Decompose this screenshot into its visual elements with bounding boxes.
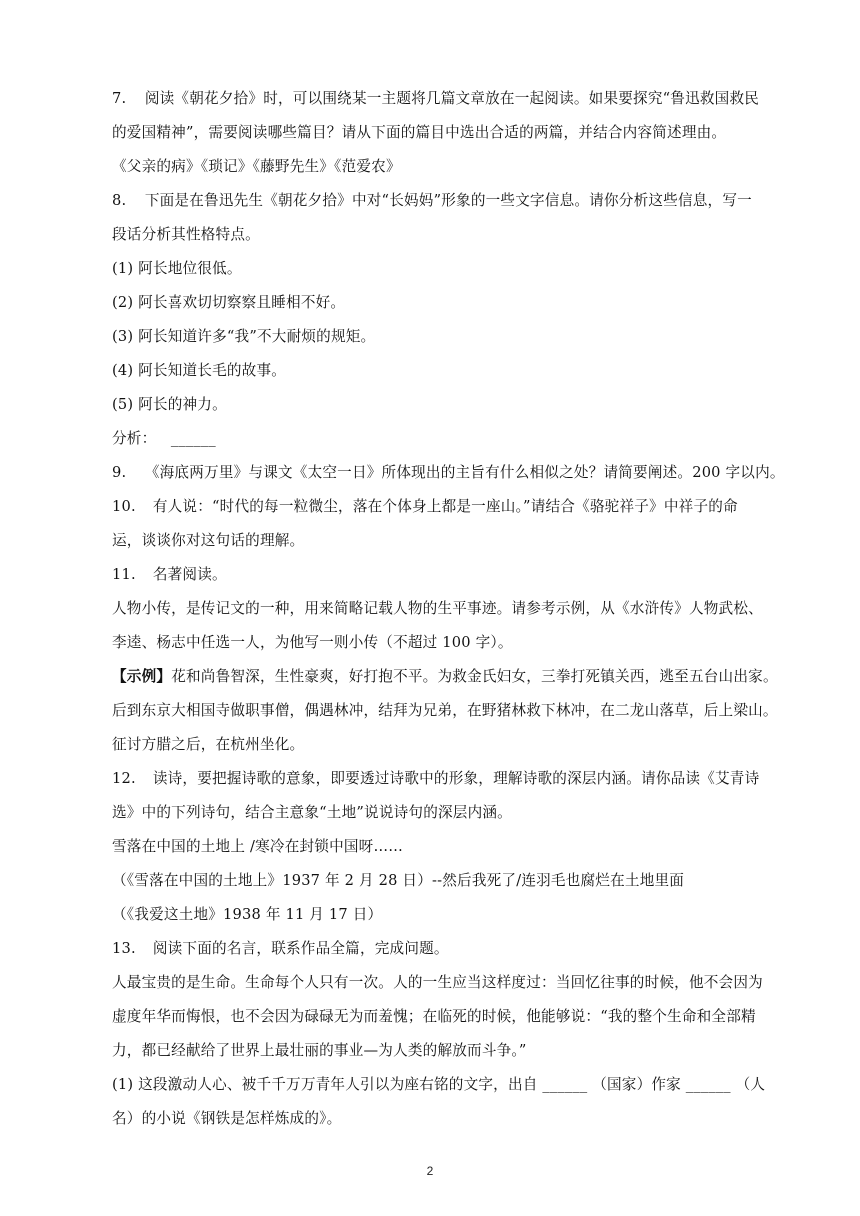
question-12-poem-line-1: 雪落在中国的土地上 /寒冷在封锁中国呀…… bbox=[112, 838, 404, 855]
question-11-line-1 bbox=[112, 564, 788, 586]
question-number: 9. bbox=[112, 464, 127, 481]
question-8-answer bbox=[112, 428, 788, 450]
question-8-item-2: (2) 阿长喜欢切切察察且睡相不好。 bbox=[112, 294, 346, 311]
question-11-line-2: 人物小传，是传记文的一种，用来简略记载人物的生平事迹。请参考示例，从《水浒传》人物武松、 bbox=[112, 600, 763, 617]
question-8-item-4: (4) 阿长知道长毛的故事。 bbox=[112, 362, 287, 379]
example-tag: 【示例】 bbox=[112, 668, 172, 685]
page-number: 2 bbox=[426, 1164, 434, 1178]
question-number: 12. bbox=[112, 770, 136, 787]
question-7-line-1 bbox=[112, 88, 788, 110]
question-8-line-1 bbox=[112, 190, 788, 212]
question-number: 8. bbox=[112, 192, 127, 209]
question-11-example-line-2: 后到东京大相国寺做职事僧，偶遇林冲，结拜为兄弟，在野猪林救下林冲，在二龙山落草，后上梁山。 bbox=[112, 702, 778, 719]
question-number: 7. bbox=[112, 90, 127, 107]
question-8-item-1: (1) 阿长地位很低。 bbox=[112, 260, 242, 277]
question-number: 13. bbox=[112, 940, 136, 957]
question-13-item-1-line-2: 名）的小说《钢铁是怎样炼成的》。 bbox=[112, 1110, 342, 1127]
question-8-item-3: (3) 阿长知道许多“我”不大耐烦的规矩。 bbox=[112, 328, 376, 345]
question-10-line-2: 运，谈谈你对这句话的理解。 bbox=[112, 532, 305, 549]
question-number: 10. bbox=[112, 498, 136, 515]
question-text: 名著阅读。 bbox=[152, 566, 227, 583]
question-text: 下面是在鲁迅先生《朝花夕拾》中对“长妈妈”形象的一些文字信息。请你分析这些信息，写一 bbox=[144, 192, 752, 209]
question-13-quote-line-2: 虚度年华而悔恨，也不会因为碌碌无为而羞愧；在临死的时候，他能够说：“我的整个生命和全部精 bbox=[112, 1008, 756, 1025]
question-7-line-3: 《父亲的病》《琐记》《藤野先生》《范爱农》 bbox=[112, 158, 401, 175]
question-text: 有人说：“时代的每一粒微尘，落在个体身上都是一座山。”请结合《骆驼祥子》中祥子的命 bbox=[152, 498, 738, 515]
question-text: 《海底两万里》与课文《太空一日》所体现出的主旨有什么相似之处？请简要阐述。200 字以内。 bbox=[144, 464, 785, 481]
question-text: 阅读下面的名言，联系作品全篇，完成问题。 bbox=[152, 940, 449, 957]
question-11-example-line-3: 征讨方腊之后，在杭州坐化。 bbox=[112, 736, 305, 753]
question-13-line-1 bbox=[112, 938, 788, 960]
question-11-example-line-1 bbox=[112, 666, 788, 688]
question-8-item-5: (5) 阿长的神力。 bbox=[112, 396, 227, 413]
answer-blank[interactable]: ______ bbox=[170, 430, 216, 447]
question-10-line-1 bbox=[112, 496, 788, 518]
example-text: 花和尚鲁智深，生性豪爽，好打抱不平。为救金氏妇女，三拳打死镇关西，逃至五台山出家。 bbox=[171, 668, 778, 685]
question-13-quote-line-3: 力，都已经献给了世界上最壮丽的事业—为人类的解放而斗争。” bbox=[112, 1042, 527, 1059]
question-7-line-2: 的爱国精神”，需要阅读哪些篇目？请从下面的篇目中选出合适的两篇，并结合内容简述理由。 bbox=[112, 124, 727, 141]
question-11-line-3: 李逵、杨志中任选一人，为他写一则小传（不超过 100 字）。 bbox=[112, 634, 513, 651]
question-13-quote-line-1: 人最宝贵的是生命。生命每个人只有一次。人的一生应当这样度过：当回忆往事的时候，他不会因为 bbox=[112, 974, 763, 991]
question-12-line-1 bbox=[112, 768, 788, 790]
question-12-poem-line-2: （《雪落在中国的土地上》1937 年 2 月 28 日）--然后我死了/连羽毛也腐烂在土地里面 bbox=[112, 872, 685, 889]
question-text: 读诗，要把握诗歌的意象，即要透过诗歌中的形象，理解诗歌的深层内涵。请你品读《艾青诗 bbox=[152, 770, 760, 787]
answer-label: 分析： bbox=[112, 430, 157, 447]
question-9-line-1 bbox=[112, 462, 788, 484]
question-8-line-2: 段话分析其性格特点。 bbox=[112, 226, 260, 243]
question-13-item-1-line-1: (1) 这段激动人心、被千千万万青年人引以为座右铭的文字，出自 ______ （国家）作家 ______ （人 bbox=[112, 1076, 766, 1093]
question-number: 11. bbox=[112, 566, 136, 583]
question-12-poem-line-3: （《我爱这土地》1938 年 11 月 17 日） bbox=[112, 906, 383, 923]
question-12-line-2: 选》中的下列诗句，结合主意象“土地”说说诗句的深层内涵。 bbox=[112, 804, 512, 821]
question-text: 阅读《朝花夕拾》时，可以围绕某一主题将几篇文章放在一起阅读。如果要探究“鲁迅救国救民 bbox=[144, 90, 760, 107]
